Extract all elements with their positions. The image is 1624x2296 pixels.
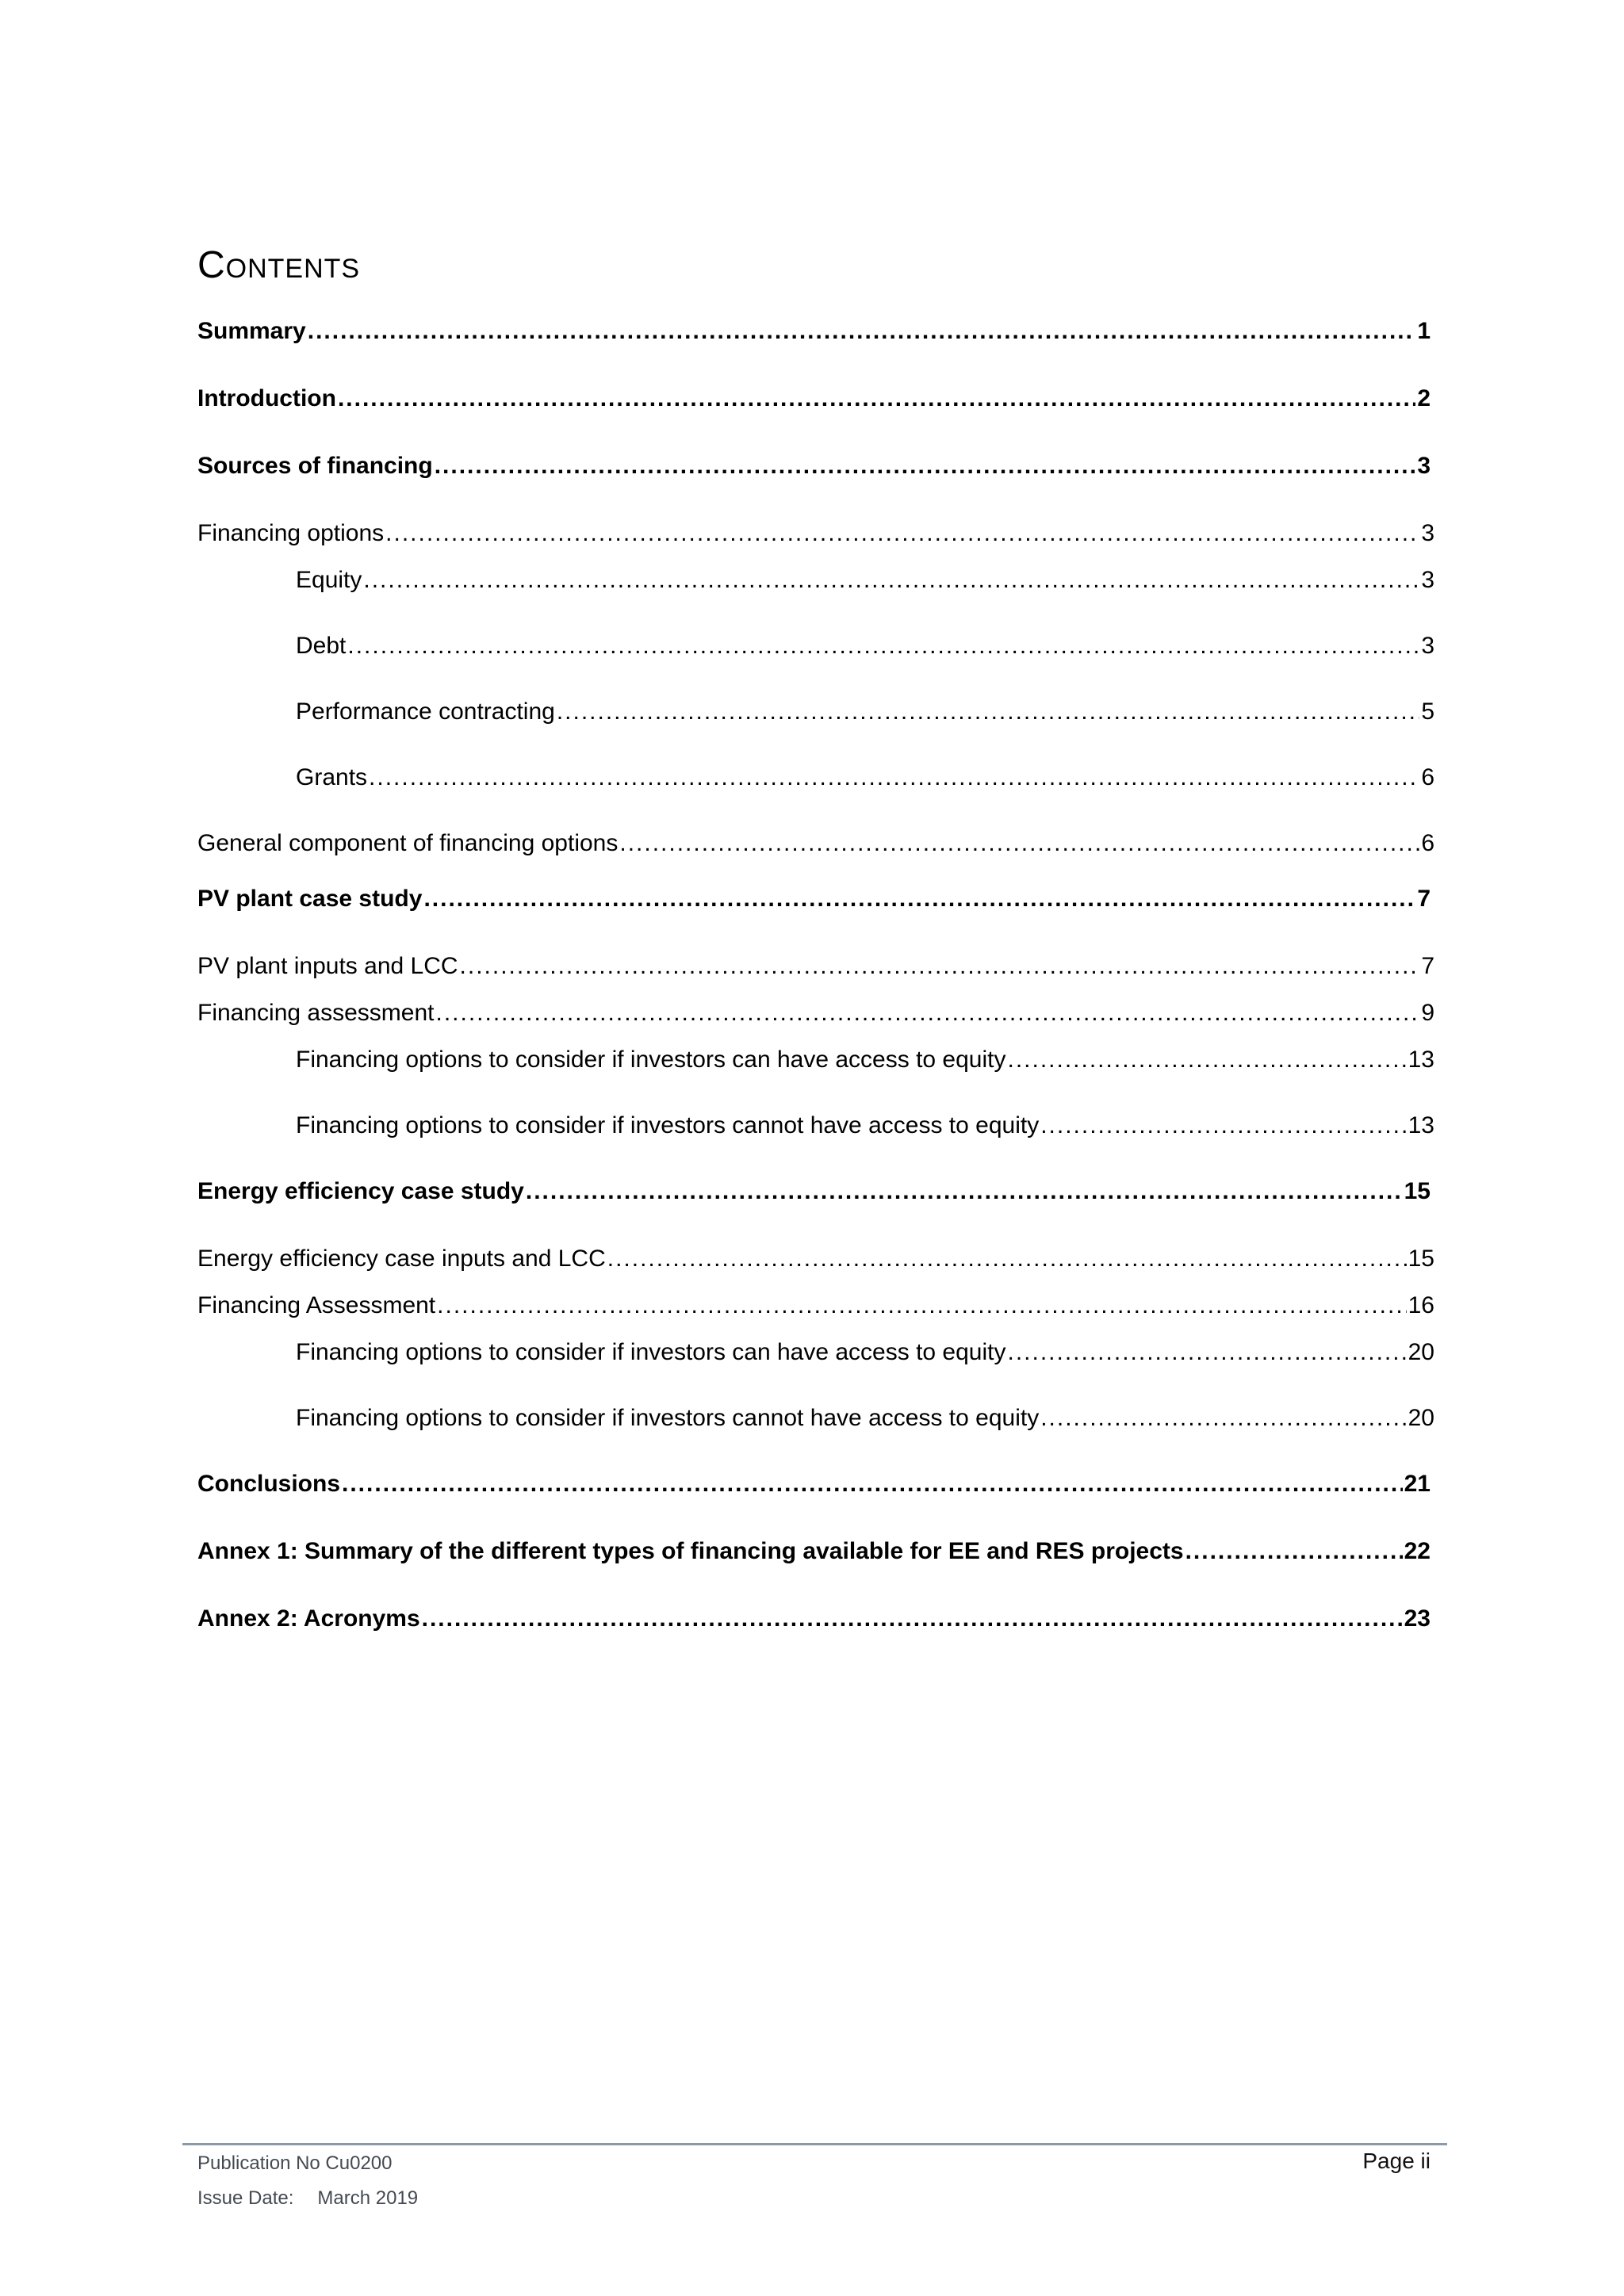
toc-leader-dots — [607, 1242, 1407, 1276]
toc-entry-title: Annex 1: Summary of the different types of financing available for EE and RES projects — [197, 1538, 1184, 1564]
toc-entry-sources-of-financing[interactable] — [197, 449, 1431, 484]
toc-entry-page: 5 — [1421, 698, 1434, 725]
toc-entry-financing-assessment-ee[interactable] — [197, 1288, 1434, 1323]
toc-entry-title: Equity — [296, 567, 362, 593]
toc-entry-page: 13 — [1408, 1112, 1434, 1138]
toc-entry-title: Financing options to consider if investors cannot have access to equity — [296, 1405, 1040, 1431]
toc-entry-title: General component of financing options — [197, 830, 619, 856]
toc-entry-title: PV plant case study — [197, 886, 423, 912]
toc-entry-financing-assessment-pv[interactable] — [197, 996, 1434, 1031]
toc-entry-title: PV plant inputs and LCC — [197, 953, 458, 979]
toc-entry-debt[interactable] — [296, 629, 1434, 664]
toc-entry-title: Debt — [296, 633, 347, 659]
toc-entry-page: 13 — [1408, 1047, 1434, 1073]
toc-entry-page: 1 — [1417, 318, 1431, 344]
toc-leader-dots — [526, 1174, 1403, 1209]
toc-entry-title: Sources of financing — [197, 453, 433, 479]
toc-entry-title: Grants — [296, 764, 368, 790]
footer-divider — [182, 2143, 1447, 2145]
footer-page-number: Page ii — [1362, 2149, 1431, 2173]
toc-leader-dots — [1008, 1335, 1407, 1370]
toc-entry-title: Financing options to consider if investors can have access to equity — [296, 1339, 1006, 1365]
toc-entry-general-component[interactable] — [197, 826, 1434, 861]
toc-leader-dots — [460, 949, 1420, 984]
toc-entry-pv-plant-inputs[interactable] — [197, 949, 1434, 984]
toc-entry-ee-case-inputs[interactable] — [197, 1242, 1434, 1276]
toc-entry-title: Introduction — [197, 385, 336, 411]
toc-leader-dots — [363, 563, 1419, 598]
toc-entry-title: Performance contracting — [296, 698, 555, 725]
toc-entry-introduction[interactable] — [197, 381, 1431, 416]
toc-leader-dots — [347, 629, 1419, 664]
toc-leader-dots — [385, 516, 1419, 551]
toc-leader-dots — [342, 1467, 1403, 1502]
toc-leader-dots — [1040, 1401, 1406, 1436]
toc-leader-dots — [308, 314, 1416, 349]
footer-issue-date — [197, 2185, 418, 2212]
toc-entry-energy-efficiency-case-study[interactable] — [197, 1174, 1431, 1209]
toc-leader-dots — [369, 760, 1419, 795]
toc-entry-title: Financing options to consider if investors can have access to equity — [296, 1047, 1006, 1073]
toc-entry-title: Financing options — [197, 520, 385, 546]
toc-entry-page: 2 — [1417, 385, 1431, 411]
toc-entry-grants[interactable] — [296, 760, 1434, 795]
toc-entry-page: 15 — [1408, 1246, 1434, 1272]
toc-entry-conclusions[interactable] — [197, 1467, 1431, 1502]
issue-date-value: March 2019 — [317, 2187, 419, 2209]
page-title: Contents — [197, 244, 361, 286]
toc-leader-dots — [1185, 1534, 1403, 1569]
toc-entry-page: 7 — [1421, 953, 1434, 979]
toc-leader-dots — [435, 449, 1416, 484]
toc-entry-title: Financing options to consider if investors cannot have access to equity — [296, 1112, 1040, 1138]
footer-publication-number: Publication No Cu0200 — [197, 2152, 393, 2174]
toc-entry-financing-options[interactable] — [197, 516, 1434, 551]
toc-leader-dots — [557, 695, 1419, 729]
toc-leader-dots — [619, 826, 1419, 861]
toc-entry-ee-cannot-access-equity[interactable] — [296, 1401, 1434, 1436]
toc-entry-page: 9 — [1421, 1000, 1434, 1026]
toc-entry-title: Energy efficiency case inputs and LCC — [197, 1246, 606, 1272]
toc-leader-dots — [423, 882, 1415, 916]
toc-entry-annex-1[interactable] — [197, 1534, 1431, 1569]
toc-entry-title: Financing assessment — [197, 1000, 435, 1026]
toc-entry-page: 20 — [1408, 1405, 1434, 1431]
toc-entry-title: Annex 2: Acronyms — [197, 1605, 420, 1632]
toc-entry-pv-cannot-access-equity[interactable] — [296, 1108, 1434, 1143]
toc-entry-title: Financing Assessment — [197, 1292, 436, 1318]
toc-leader-dots — [422, 1601, 1403, 1636]
toc-entry-pv-plant-case-study[interactable] — [197, 882, 1431, 916]
toc-entry-title: Conclusions — [197, 1471, 341, 1497]
toc-entry-page: 23 — [1404, 1605, 1431, 1632]
toc-entry-page: 15 — [1404, 1178, 1431, 1204]
toc-entry-page: 20 — [1408, 1339, 1434, 1365]
toc-leader-dots — [435, 996, 1419, 1031]
toc-entry-page: 3 — [1421, 567, 1434, 593]
toc-entry-title: Energy efficiency case study — [197, 1178, 524, 1204]
toc-entry-page: 6 — [1421, 830, 1434, 856]
toc-entry-page: 3 — [1417, 453, 1431, 479]
toc-leader-dots — [437, 1288, 1406, 1323]
issue-date-label: Issue Date: — [197, 2187, 294, 2209]
toc-entry-ee-can-access-equity[interactable] — [296, 1335, 1434, 1370]
toc-entry-page: 16 — [1408, 1292, 1434, 1318]
toc-leader-dots — [1040, 1108, 1406, 1143]
toc-entry-pv-can-access-equity[interactable] — [296, 1043, 1434, 1077]
toc-entry-summary[interactable] — [197, 314, 1431, 349]
toc-entry-title: Summary — [197, 318, 306, 344]
toc-entry-page: 21 — [1404, 1471, 1431, 1497]
toc-leader-dots — [338, 381, 1415, 416]
toc-entry-page: 3 — [1421, 633, 1434, 659]
toc-entry-performance-contracting[interactable] — [296, 695, 1434, 729]
toc-entry-page: 6 — [1421, 764, 1434, 790]
toc-leader-dots — [1008, 1043, 1407, 1077]
toc-entry-annex-2[interactable] — [197, 1601, 1431, 1636]
toc-entry-page: 22 — [1404, 1538, 1431, 1564]
toc-entry-page: 7 — [1417, 886, 1431, 912]
toc-entry-page: 3 — [1421, 520, 1434, 546]
toc-entry-equity[interactable] — [296, 563, 1434, 598]
